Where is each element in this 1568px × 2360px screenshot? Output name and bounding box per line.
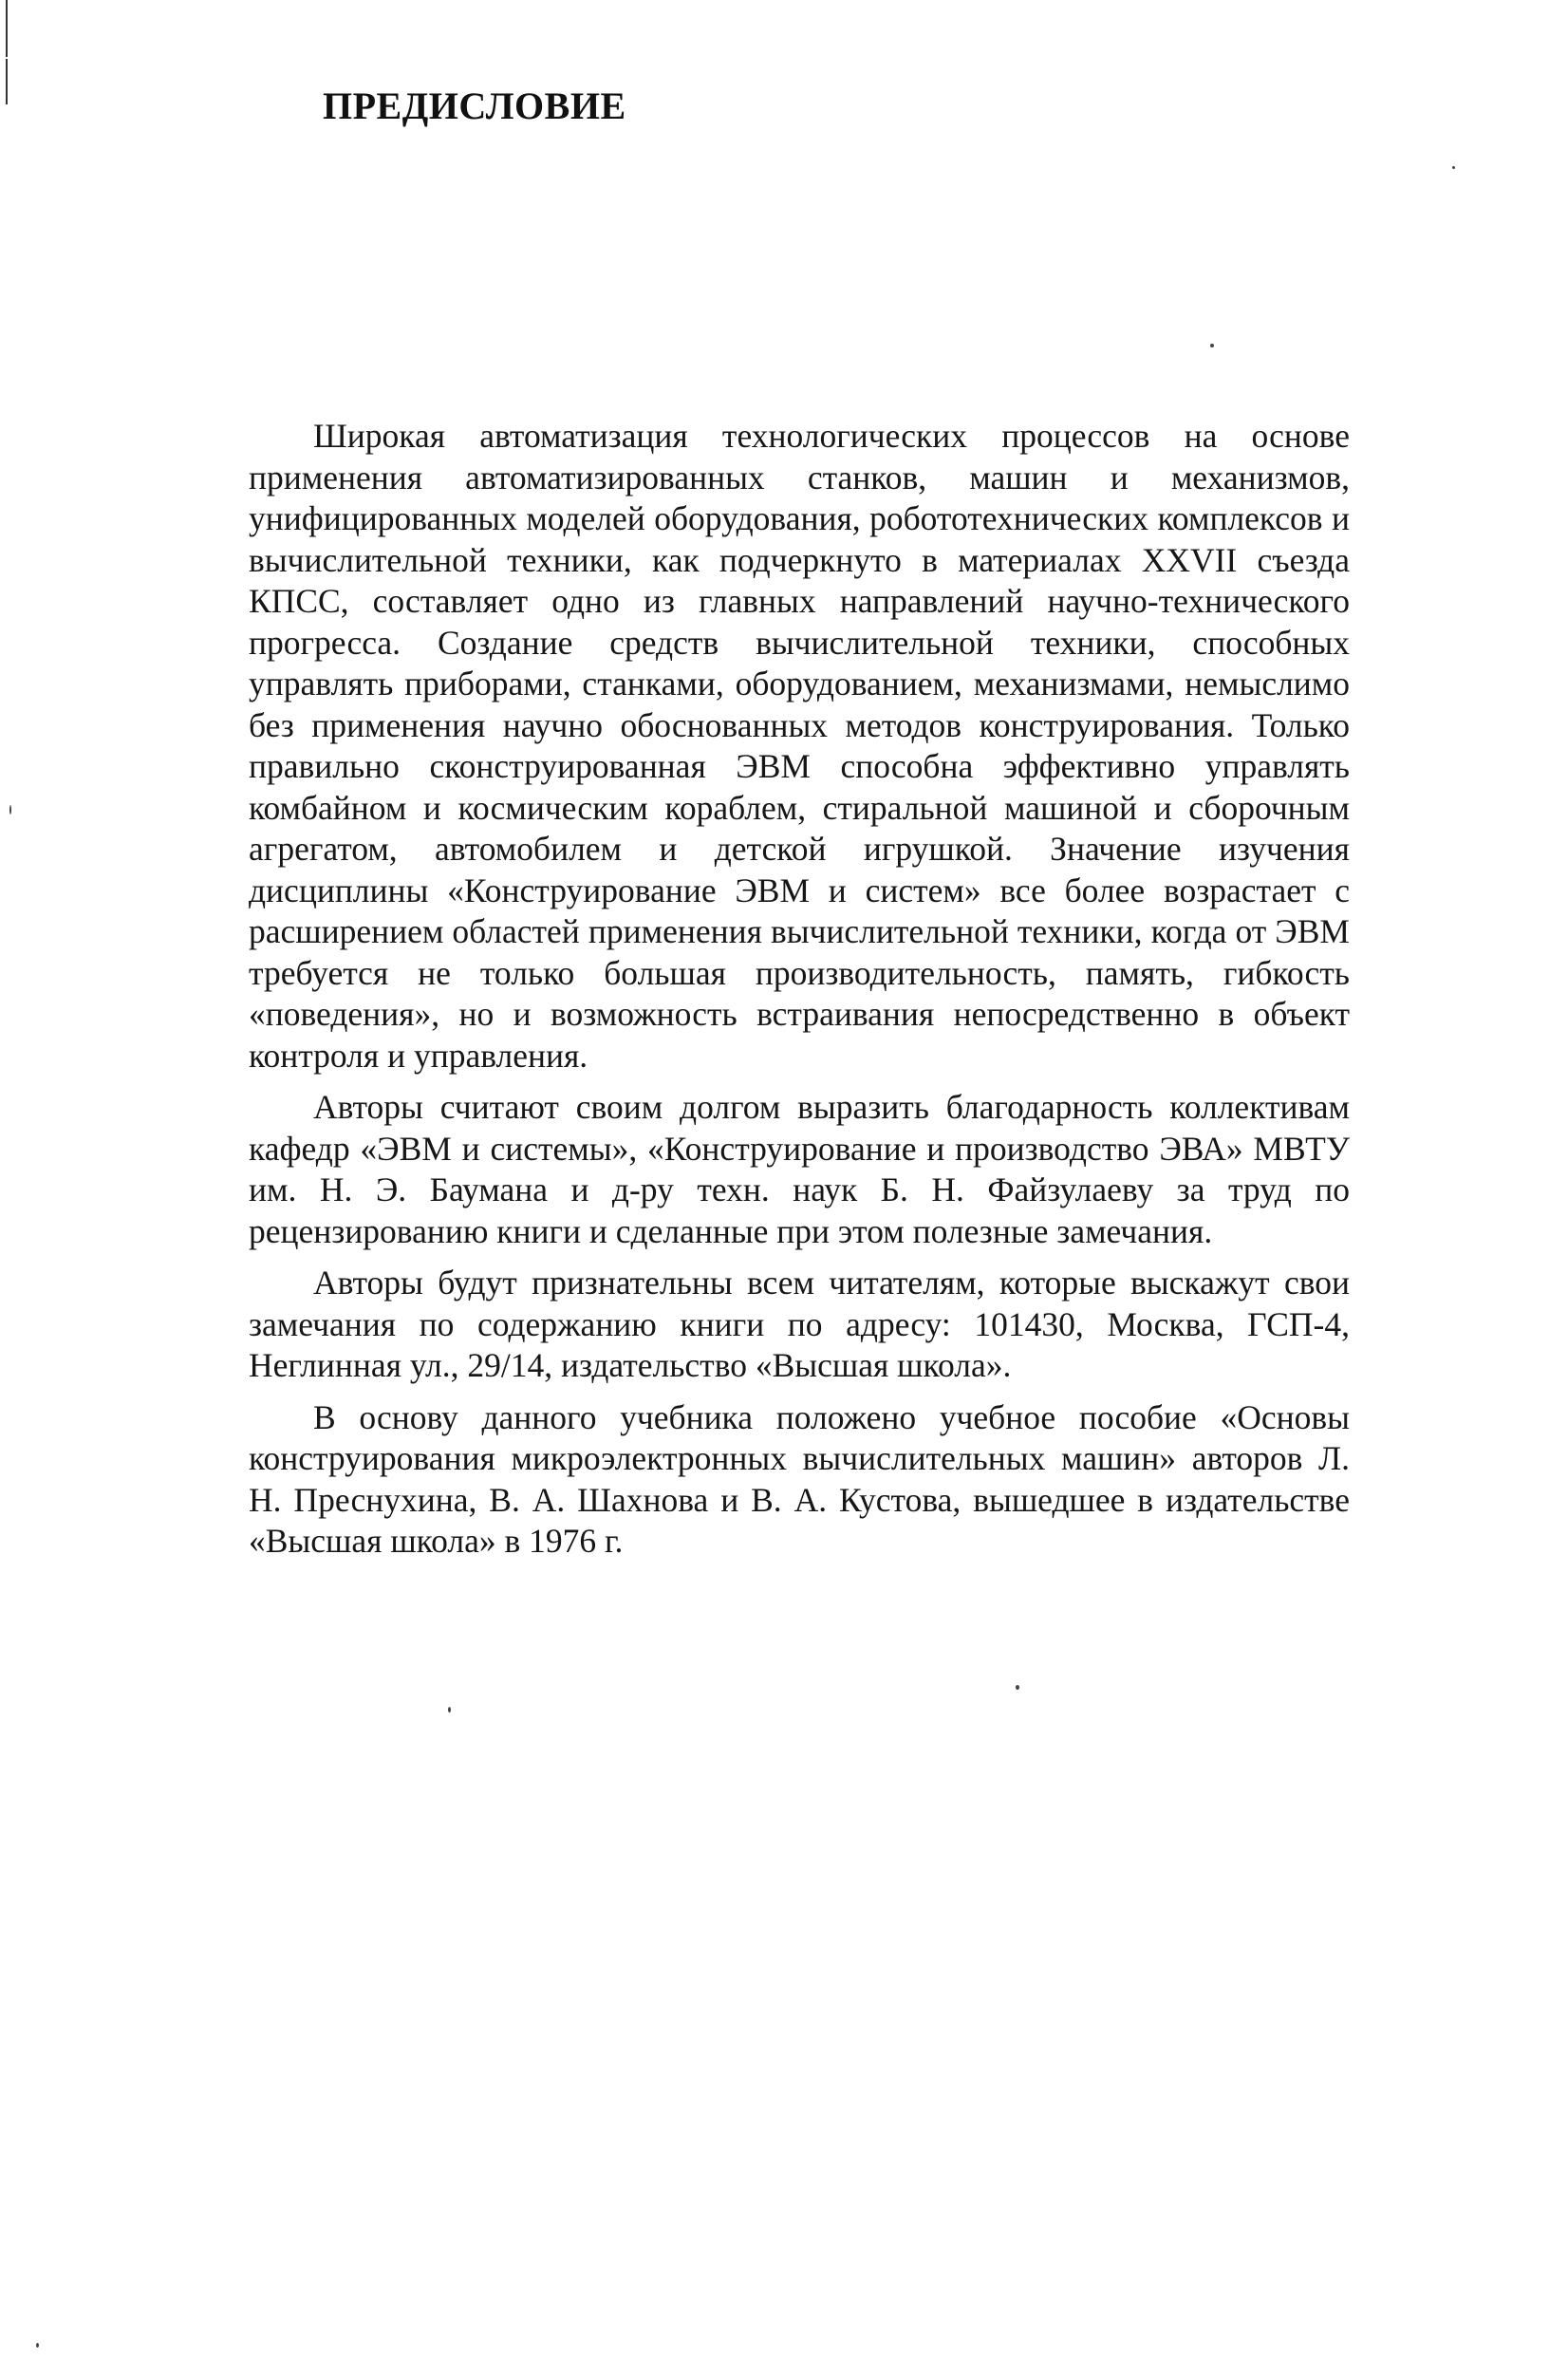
- preface-body: [249, 416, 1350, 1573]
- scan-speck: [1210, 344, 1214, 347]
- scan-speck: [448, 1707, 451, 1713]
- scan-speck: [1452, 166, 1455, 169]
- scan-speck: [36, 2343, 39, 2348]
- scan-edge-mark: [6, 59, 8, 104]
- paragraph-acknowledgements: Авторы считают своим долгом выразить благодарность коллективам кафедр «ЭВМ и системы», «Конструирование и производство ЭВА» МВТУ им. Н. Э. Баумана и д-ру техн. наук Б. Н. Файзулаеву за труд по рецензированию книги и сделанные при этом полезные замечания.: [249, 1088, 1350, 1250]
- preface-heading: ПРЕДИСЛОВИЕ: [323, 84, 626, 127]
- paragraph-basis: В основу данного учебника положено учебное пособие «Основы конструирования микроэлектронных вычислительных машин» авторов Л. Н. Преснухина, В. А. Шахнова и В. А. Кустова, вышедшее в издательстве «Высшая школа» в 1976 г.: [249, 1397, 1350, 1560]
- scan-edge-mark: [6, 0, 8, 57]
- scan-speck: [9, 805, 11, 815]
- scan-speck: [1016, 1685, 1019, 1690]
- paragraph-intro: Широкая автоматизация технологических процессов на основе применения автоматизированных станков, машин и механизмов, унифицированных моделей оборудования, робототехнических комплексов и вычислительной техники, как подчеркнуто в материалах XXVII съезда КПСС, составляет одно из главных направлений научно-технического прогресса. Создание средств вычислительной техники, способных управлять приборами, станками, оборудованием, механизмами, немыслимо без применения научно обоснованных методов конструирования. Только правильно сконструированная ЭВМ способна эффективно управлять комбайном и космическим кораблем, стиральной машиной и сборочным агрегатом, автомобилем и детской игрушкой. Значение изучения дисциплины «Конструирование ЭВМ и систем» все более возрастает с расширением областей применения вычислительной техники, когда от ЭВМ требуется не только большая производительность, память, гибкость «поведения», но и возможность встраивания непосредственно в объект контроля и управления.: [249, 417, 1350, 1075]
- paragraph-feedback-address: Авторы будут признательны всем читателям, которые выскажут свои замечания по содержанию книги по адресу: 101430, Москва, ГСП-4, Неглинная ул., 29/14, издательство «Высшая школа».: [249, 1264, 1350, 1384]
